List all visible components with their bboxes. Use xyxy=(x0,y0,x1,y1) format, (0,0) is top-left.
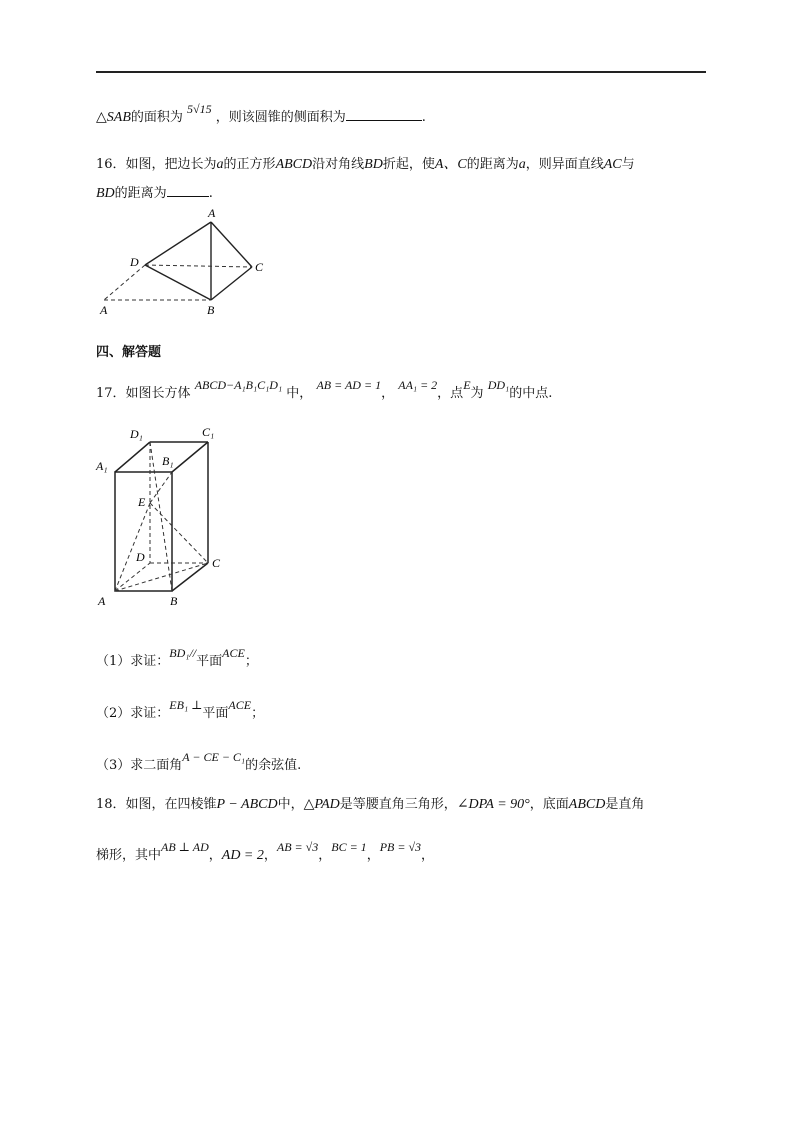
q16-text: 与 xyxy=(621,157,635,172)
part-end: ； xyxy=(251,706,265,721)
q17-dd1: DD₁ xyxy=(487,378,510,392)
q17-prism: ABCD−A₁B₁C₁D₁ xyxy=(194,378,283,392)
fig16-label-c: C xyxy=(255,260,264,274)
q18-perp: AB ⊥ AD xyxy=(161,840,209,854)
dashed-ea xyxy=(115,503,150,591)
edge-da xyxy=(145,222,211,265)
triangle-sab: △SAB xyxy=(96,110,131,125)
q18-sep: ， xyxy=(318,848,332,863)
q18-sep: ， xyxy=(366,848,380,863)
prev-text-2: ，则该圆锥的侧面积为 xyxy=(215,110,346,125)
q16-text: 的距离为 xyxy=(114,186,167,201)
dashed-dc xyxy=(145,265,252,267)
dashed-ec xyxy=(150,503,208,563)
edge-bc xyxy=(172,563,208,591)
q17-line xyxy=(96,378,553,403)
edge-ac xyxy=(211,222,252,267)
part-text: 的余弦值. xyxy=(245,758,302,773)
part-text: 平面 xyxy=(196,654,223,669)
fig17-label-a1: A₁ xyxy=(96,459,108,473)
q16-text: 沿对角线 xyxy=(312,157,365,172)
fig17-label-c: C xyxy=(212,556,221,570)
q16-bd: BD xyxy=(96,186,115,201)
section-heading: 四、解答题 xyxy=(96,345,162,360)
q18-text: ，底面 xyxy=(529,797,569,812)
q18-sep: ， xyxy=(208,848,222,863)
part-math: A − CE − C₁ xyxy=(182,750,246,764)
edge-cb xyxy=(211,267,252,300)
q16-a: a xyxy=(518,157,526,172)
front-face xyxy=(115,472,172,591)
q17-text: ，点 xyxy=(437,386,464,401)
q17-cond-aa1: AA₁ = 2 xyxy=(398,378,438,392)
edge-b1c1 xyxy=(172,442,208,472)
q17-part-2 xyxy=(96,698,265,723)
part-plane: ACE xyxy=(228,698,252,712)
q18-sep: ， xyxy=(263,848,277,863)
dashed-ac xyxy=(115,563,208,591)
q16-abcd: ABCD xyxy=(275,157,313,172)
prev-text-1: 的面积为 xyxy=(130,110,183,125)
q17-text: 中， xyxy=(286,386,313,401)
q17-part-1 xyxy=(96,646,258,671)
part-label: （2）求证： xyxy=(96,706,170,721)
q18-text: 是直角 xyxy=(605,797,645,812)
q16-a: a xyxy=(216,157,224,172)
q16-ac: AC xyxy=(603,157,622,172)
q16-text: 折起，使 xyxy=(382,157,435,172)
q17-text: 为 xyxy=(470,386,484,401)
q16-ac-points: A、C xyxy=(434,157,467,172)
q18-ad: AD = 2 xyxy=(221,848,264,863)
answer-blank-15[interactable] xyxy=(346,108,422,121)
q16-text: ，则异面直线 xyxy=(525,157,604,172)
q17-point-e: E xyxy=(463,378,471,392)
q16-text: 的正方形 xyxy=(223,157,276,172)
figure-17-cuboid xyxy=(90,418,240,613)
fig16-label-d: D xyxy=(130,255,139,269)
q18-pb: PB = √3 xyxy=(379,840,422,854)
edge-db xyxy=(145,265,211,300)
q17-part-3 xyxy=(96,750,302,775)
q16-bd: BD xyxy=(364,157,383,172)
q18-pyramid: P − ABCD xyxy=(216,797,278,812)
q18-ab: AB = √3 xyxy=(276,840,319,854)
q18-line-2 xyxy=(96,840,435,865)
answer-blank-16[interactable] xyxy=(167,184,209,197)
part-label: （3）求二面角 xyxy=(96,758,183,773)
q18-angle: ∠DPA = 90° xyxy=(456,797,530,812)
q16-number: 16．如图，把边长为 xyxy=(96,157,217,172)
q16-line-1 xyxy=(96,156,635,174)
header-rule xyxy=(96,71,706,73)
q18-abcd: ABCD xyxy=(568,797,606,812)
q17-sep: ， xyxy=(381,386,395,401)
edge-a1d1 xyxy=(115,442,150,472)
q18-number: 18．如图，在四棱锥 xyxy=(96,797,217,812)
part-text: 平面 xyxy=(202,706,229,721)
q18-text: 是等腰直角三角形， xyxy=(339,797,457,812)
q18-text: 梯形，其中 xyxy=(96,848,162,863)
q18-triangle: △PAD xyxy=(303,797,340,812)
part-end: ； xyxy=(244,654,258,669)
area-value: 5√15 xyxy=(187,102,212,116)
fig17-label-a: A xyxy=(98,594,106,608)
q18-bc: BC = 1 xyxy=(331,840,367,854)
fig17-label-e: E xyxy=(138,495,146,509)
prev-end: . xyxy=(421,110,426,125)
q17-number: 17．如图长方体 xyxy=(96,386,191,401)
part-math: EB₁ ⊥ xyxy=(169,698,203,712)
fig16-label-b: B xyxy=(207,303,215,317)
fig17-label-d1: D₁ xyxy=(130,427,143,441)
dashed-eb1 xyxy=(150,472,172,503)
dashed-da-original xyxy=(104,265,145,300)
q18-text: 中， xyxy=(277,797,304,812)
fig17-label-b: B xyxy=(170,594,178,608)
q17-text: 的中点. xyxy=(509,386,553,401)
q16-text: 的距离为 xyxy=(466,157,519,172)
q16-line-2 xyxy=(96,184,213,203)
q16-end: . xyxy=(208,186,213,201)
fig17-label-b1: B₁ xyxy=(162,454,174,468)
figure-16-folded-square xyxy=(90,206,290,321)
fig17-label-d: D xyxy=(136,550,145,564)
fig16-label-a-bottom: A xyxy=(100,303,108,317)
q17-cond-ab-ad: AB = AD = 1 xyxy=(316,378,382,392)
q18-line-1 xyxy=(96,796,644,814)
fig17-label-c1: C₁ xyxy=(202,425,215,439)
part-label: （1）求证： xyxy=(96,654,170,669)
part-math: BD₁// xyxy=(169,646,197,660)
part-plane: ACE xyxy=(222,646,245,660)
q18-sep: ， xyxy=(421,848,435,863)
prev-question-line xyxy=(96,102,426,127)
fig16-label-a-top: A xyxy=(208,206,216,220)
